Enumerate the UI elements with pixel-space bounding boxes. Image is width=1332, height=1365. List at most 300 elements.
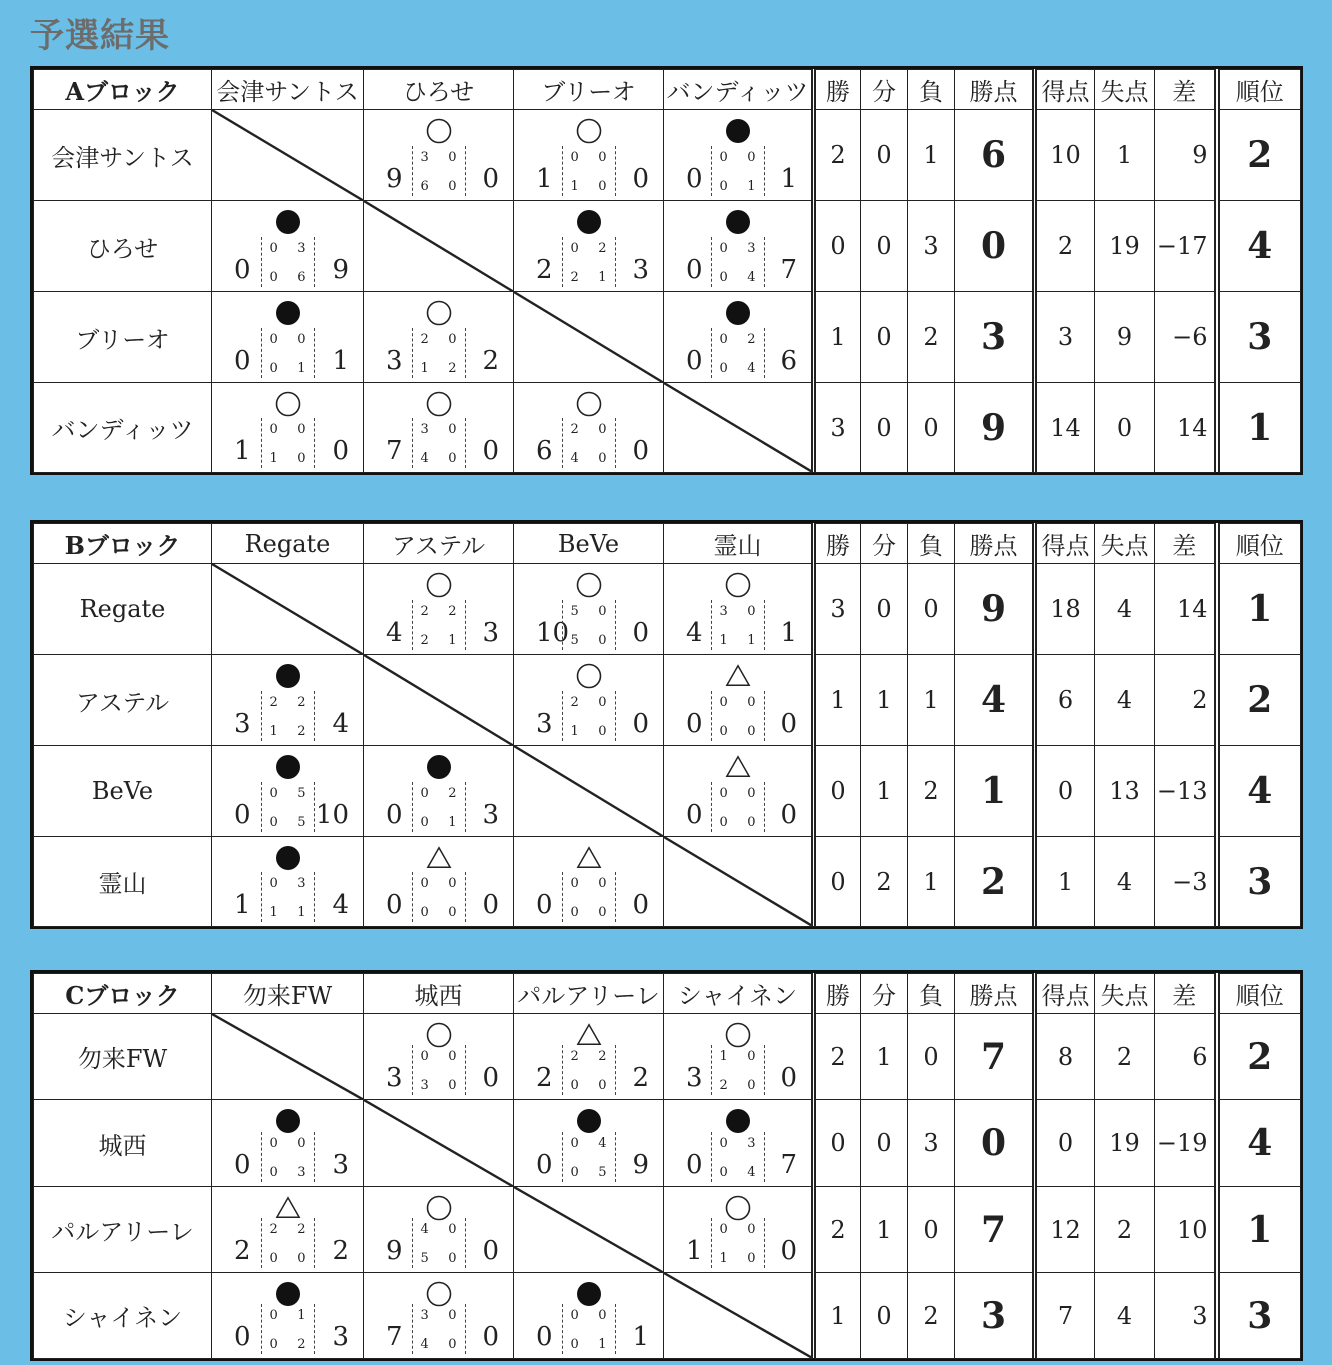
table-row bbox=[34, 1100, 1301, 1187]
first-half-right: 1 bbox=[297, 1308, 306, 1323]
draw-triangle-icon bbox=[725, 754, 751, 780]
table-row bbox=[34, 655, 1301, 746]
stat-draws: 1 bbox=[861, 746, 908, 837]
diagonal-line bbox=[514, 1187, 664, 1273]
stat-header-rank: 順位 bbox=[1217, 524, 1301, 564]
first-half-left: 0 bbox=[269, 876, 278, 891]
stat-goals-for: 8 bbox=[1035, 1014, 1095, 1100]
second-half-left: 0 bbox=[570, 905, 579, 920]
match-result-cell bbox=[514, 655, 664, 746]
stat-goals-for: 12 bbox=[1035, 1187, 1095, 1273]
stat-header-losses: 負 bbox=[908, 524, 955, 564]
first-half-left: 3 bbox=[719, 604, 728, 619]
first-half-right: 4 bbox=[598, 1136, 607, 1151]
second-half-right: 4 bbox=[747, 361, 756, 376]
stat-goal-diff: 9 bbox=[1155, 110, 1217, 201]
second-half-left: 0 bbox=[719, 179, 728, 194]
first-half-left: 0 bbox=[269, 1136, 278, 1151]
stat-goals-for: 14 bbox=[1035, 383, 1095, 473]
first-half-right: 0 bbox=[598, 150, 607, 165]
first-half-left: 3 bbox=[420, 422, 429, 437]
first-half-right: 2 bbox=[448, 604, 457, 619]
first-half-left: 1 bbox=[719, 1049, 728, 1064]
second-half-right: 1 bbox=[598, 270, 607, 285]
stat-rank: 1 bbox=[1217, 383, 1301, 473]
stat-draws: 0 bbox=[861, 564, 908, 655]
stat-losses: 3 bbox=[908, 1100, 955, 1187]
half-scores bbox=[261, 328, 315, 378]
second-half-right: 5 bbox=[598, 1165, 607, 1180]
half-scores bbox=[562, 237, 616, 287]
score-right: 0 bbox=[482, 1322, 499, 1352]
stat-header-goals-against: 失点 bbox=[1095, 974, 1155, 1014]
stat-wins: 2 bbox=[814, 1014, 861, 1100]
second-half-right: 4 bbox=[747, 1165, 756, 1180]
second-half-left: 4 bbox=[420, 451, 429, 466]
stat-goal-diff: −3 bbox=[1155, 837, 1217, 927]
draw-triangle-icon bbox=[725, 663, 751, 689]
column-team-header: ブリーオ bbox=[514, 70, 664, 110]
second-half-left: 3 bbox=[420, 1078, 429, 1093]
stat-rank: 4 bbox=[1217, 1100, 1301, 1187]
table-row bbox=[34, 564, 1301, 655]
second-half-right: 6 bbox=[297, 270, 306, 285]
second-half-left: 0 bbox=[570, 1165, 579, 1180]
stat-losses: 3 bbox=[908, 201, 955, 292]
match-result-cell bbox=[664, 1187, 814, 1273]
column-team-header: 霊山 bbox=[664, 524, 814, 564]
first-half-right: 0 bbox=[598, 604, 607, 619]
first-half-right: 0 bbox=[598, 1308, 607, 1323]
match-result-cell bbox=[212, 655, 364, 746]
match-result-cell bbox=[664, 655, 814, 746]
score-right: 0 bbox=[780, 1063, 797, 1093]
first-half-left: 0 bbox=[719, 1222, 728, 1237]
column-team-header: ひろせ bbox=[364, 70, 514, 110]
loss-dot-icon bbox=[275, 845, 301, 871]
stat-draws: 0 bbox=[861, 292, 908, 383]
stat-wins: 1 bbox=[814, 1273, 861, 1359]
stat-points: 7 bbox=[955, 1187, 1035, 1273]
loss-dot-icon bbox=[275, 300, 301, 326]
stat-goal-diff: −6 bbox=[1155, 292, 1217, 383]
score-right: 0 bbox=[482, 890, 499, 920]
first-half-left: 0 bbox=[570, 1136, 579, 1151]
diagonal-self-cell bbox=[664, 383, 814, 473]
score-left: 0 bbox=[234, 800, 251, 830]
score-left: 3 bbox=[234, 709, 251, 739]
row-team-name: 城西 bbox=[34, 1100, 212, 1187]
score-left: 7 bbox=[386, 1322, 403, 1352]
match-result-cell bbox=[364, 1187, 514, 1273]
stat-rank: 1 bbox=[1217, 1187, 1301, 1273]
second-half-left: 2 bbox=[420, 633, 429, 648]
second-half-right: 1 bbox=[598, 1337, 607, 1352]
second-half-right: 1 bbox=[448, 633, 457, 648]
win-circle-icon bbox=[576, 391, 602, 417]
stat-wins: 3 bbox=[814, 383, 861, 473]
score-left: 1 bbox=[536, 164, 553, 194]
table-row bbox=[34, 110, 1301, 201]
stat-draws: 1 bbox=[861, 1014, 908, 1100]
first-half-left: 2 bbox=[570, 422, 579, 437]
match-result-cell bbox=[514, 110, 664, 201]
table-row bbox=[34, 292, 1301, 383]
row-team-name: Regate bbox=[34, 564, 212, 655]
table-row bbox=[34, 201, 1301, 292]
win-circle-icon bbox=[576, 663, 602, 689]
first-half-left: 0 bbox=[719, 241, 728, 256]
stat-header-goal-diff: 差 bbox=[1155, 70, 1217, 110]
stat-losses: 1 bbox=[908, 837, 955, 927]
second-half-left: 2 bbox=[719, 1078, 728, 1093]
half-scores bbox=[562, 872, 616, 922]
second-half-left: 1 bbox=[719, 1251, 728, 1266]
score-right: 3 bbox=[632, 255, 649, 285]
stat-header-goals-against: 失点 bbox=[1095, 70, 1155, 110]
match-result-cell bbox=[514, 383, 664, 473]
score-right: 1 bbox=[780, 164, 797, 194]
loss-dot-icon bbox=[725, 209, 751, 235]
score-left: 0 bbox=[536, 1322, 553, 1352]
half-scores bbox=[562, 146, 616, 196]
diagonal-self-cell bbox=[212, 110, 364, 201]
score-right: 4 bbox=[332, 890, 349, 920]
score-right: 0 bbox=[780, 800, 797, 830]
second-half-left: 0 bbox=[719, 815, 728, 830]
first-half-right: 0 bbox=[598, 876, 607, 891]
first-half-left: 3 bbox=[420, 1308, 429, 1323]
second-half-right: 0 bbox=[448, 1251, 457, 1266]
first-half-left: 0 bbox=[570, 241, 579, 256]
stat-wins: 2 bbox=[814, 110, 861, 201]
win-circle-icon bbox=[426, 300, 452, 326]
score-right: 4 bbox=[332, 709, 349, 739]
half-scores bbox=[412, 1304, 466, 1354]
score-right: 0 bbox=[632, 618, 649, 648]
score-left: 0 bbox=[234, 1150, 251, 1180]
first-half-left: 0 bbox=[269, 1308, 278, 1323]
stat-losses: 2 bbox=[908, 1273, 955, 1359]
stat-goals-against: 4 bbox=[1095, 1273, 1155, 1359]
match-result-cell bbox=[364, 564, 514, 655]
stat-goals-for: 6 bbox=[1035, 655, 1095, 746]
second-half-right: 2 bbox=[297, 724, 306, 739]
second-half-right: 1 bbox=[297, 361, 306, 376]
first-half-right: 3 bbox=[297, 876, 306, 891]
table-row bbox=[34, 837, 1301, 927]
diagonal-line bbox=[664, 1273, 814, 1359]
match-result-cell bbox=[212, 201, 364, 292]
stat-points: 9 bbox=[955, 564, 1035, 655]
stat-points: 7 bbox=[955, 1014, 1035, 1100]
second-half-left: 1 bbox=[570, 724, 579, 739]
second-half-right: 3 bbox=[297, 1165, 306, 1180]
score-right: 0 bbox=[632, 890, 649, 920]
diagonal-self-cell bbox=[364, 201, 514, 292]
match-result-cell bbox=[514, 1014, 664, 1100]
second-half-right: 0 bbox=[448, 905, 457, 920]
stat-rank: 1 bbox=[1217, 564, 1301, 655]
match-result-cell bbox=[364, 1014, 514, 1100]
stat-losses: 2 bbox=[908, 292, 955, 383]
match-result-cell bbox=[664, 201, 814, 292]
second-half-right: 0 bbox=[448, 451, 457, 466]
first-half-left: 2 bbox=[269, 695, 278, 710]
score-right: 7 bbox=[780, 1150, 797, 1180]
diagonal-self-cell bbox=[514, 292, 664, 383]
first-half-left: 0 bbox=[269, 332, 278, 347]
second-half-left: 1 bbox=[269, 451, 278, 466]
first-half-left: 0 bbox=[719, 695, 728, 710]
stat-header-rank: 順位 bbox=[1217, 70, 1301, 110]
first-half-right: 0 bbox=[747, 604, 756, 619]
stat-rank: 2 bbox=[1217, 655, 1301, 746]
second-half-left: 1 bbox=[719, 633, 728, 648]
win-circle-icon bbox=[576, 572, 602, 598]
row-team-name: 霊山 bbox=[34, 837, 212, 927]
stat-points: 2 bbox=[955, 837, 1035, 927]
stat-goals-against: 4 bbox=[1095, 837, 1155, 927]
match-result-cell bbox=[364, 383, 514, 473]
second-half-right: 5 bbox=[297, 815, 306, 830]
score-right: 0 bbox=[632, 709, 649, 739]
stat-goal-diff: −13 bbox=[1155, 746, 1217, 837]
stat-losses: 1 bbox=[908, 110, 955, 201]
stat-points: 4 bbox=[955, 655, 1035, 746]
first-half-left: 0 bbox=[269, 422, 278, 437]
score-left: 0 bbox=[686, 164, 703, 194]
match-result-cell bbox=[364, 837, 514, 927]
first-half-right: 0 bbox=[747, 1222, 756, 1237]
stat-header-losses: 負 bbox=[908, 974, 955, 1014]
stat-goals-for: 10 bbox=[1035, 110, 1095, 201]
half-scores bbox=[711, 1132, 765, 1182]
second-half-left: 0 bbox=[719, 1165, 728, 1180]
stat-header-draws: 分 bbox=[861, 974, 908, 1014]
stat-goals-against: 13 bbox=[1095, 746, 1155, 837]
score-right: 9 bbox=[332, 255, 349, 285]
match-result-cell bbox=[212, 746, 364, 837]
score-right: 0 bbox=[332, 436, 349, 466]
stat-header-goals-for: 得点 bbox=[1035, 974, 1095, 1014]
match-result-cell bbox=[664, 1014, 814, 1100]
half-scores bbox=[711, 328, 765, 378]
score-right: 3 bbox=[482, 800, 499, 830]
second-half-left: 0 bbox=[420, 905, 429, 920]
stat-goals-against: 0 bbox=[1095, 383, 1155, 473]
stat-header-points: 勝点 bbox=[955, 524, 1035, 564]
first-half-left: 0 bbox=[719, 332, 728, 347]
stat-goals-against: 2 bbox=[1095, 1187, 1155, 1273]
score-right: 2 bbox=[482, 346, 499, 376]
score-right: 9 bbox=[632, 1150, 649, 1180]
first-half-right: 2 bbox=[297, 695, 306, 710]
diagonal-self-cell bbox=[664, 1273, 814, 1359]
match-result-cell bbox=[664, 564, 814, 655]
diagonal-line bbox=[514, 746, 664, 837]
score-right: 10 bbox=[315, 800, 349, 830]
second-half-left: 0 bbox=[269, 1251, 278, 1266]
score-right: 3 bbox=[332, 1150, 349, 1180]
column-team-header: シャイネン bbox=[664, 974, 814, 1014]
half-scores bbox=[261, 418, 315, 468]
stat-points: 0 bbox=[955, 1100, 1035, 1187]
score-left: 0 bbox=[386, 800, 403, 830]
row-team-name: 勿来FW bbox=[34, 1014, 212, 1100]
first-half-left: 0 bbox=[269, 241, 278, 256]
stat-points: 3 bbox=[955, 292, 1035, 383]
loss-dot-icon bbox=[275, 663, 301, 689]
score-right: 0 bbox=[482, 436, 499, 466]
stat-rank: 4 bbox=[1217, 201, 1301, 292]
score-left: 0 bbox=[686, 255, 703, 285]
stat-goals-against: 4 bbox=[1095, 655, 1155, 746]
stat-points: 3 bbox=[955, 1273, 1035, 1359]
column-team-header: Regate bbox=[212, 524, 364, 564]
half-scores bbox=[412, 600, 466, 650]
match-result-cell bbox=[664, 746, 814, 837]
second-half-right: 0 bbox=[747, 815, 756, 830]
block-table bbox=[30, 520, 1303, 929]
stat-rank: 2 bbox=[1217, 1014, 1301, 1100]
stat-header-points: 勝点 bbox=[955, 70, 1035, 110]
half-scores bbox=[711, 600, 765, 650]
stat-goal-diff: 14 bbox=[1155, 564, 1217, 655]
half-scores bbox=[562, 691, 616, 741]
score-left: 3 bbox=[536, 709, 553, 739]
table-row bbox=[34, 1187, 1301, 1273]
match-result-cell bbox=[212, 1187, 364, 1273]
first-half-left: 0 bbox=[719, 1136, 728, 1151]
match-result-cell bbox=[514, 1100, 664, 1187]
first-half-right: 2 bbox=[448, 786, 457, 801]
column-team-header: アステル bbox=[364, 524, 514, 564]
stat-goals-for: 0 bbox=[1035, 746, 1095, 837]
row-team-name: ブリーオ bbox=[34, 292, 212, 383]
win-circle-icon bbox=[426, 118, 452, 144]
score-left: 0 bbox=[234, 255, 251, 285]
half-scores bbox=[711, 691, 765, 741]
stat-goals-against: 1 bbox=[1095, 110, 1155, 201]
diagonal-line bbox=[212, 110, 364, 201]
stat-goal-diff: 14 bbox=[1155, 383, 1217, 473]
stat-rank: 3 bbox=[1217, 837, 1301, 927]
stat-header-goal-diff: 差 bbox=[1155, 974, 1217, 1014]
first-half-left: 2 bbox=[570, 695, 579, 710]
stat-wins: 2 bbox=[814, 1187, 861, 1273]
match-result-cell bbox=[664, 110, 814, 201]
diagonal-self-cell bbox=[364, 1100, 514, 1187]
first-half-left: 0 bbox=[269, 786, 278, 801]
win-circle-icon bbox=[426, 572, 452, 598]
stat-points: 6 bbox=[955, 110, 1035, 201]
score-right: 3 bbox=[482, 618, 499, 648]
column-team-header: パルアリーレ bbox=[514, 974, 664, 1014]
column-team-header: BeVe bbox=[514, 524, 664, 564]
stat-points: 1 bbox=[955, 746, 1035, 837]
second-half-right: 0 bbox=[448, 179, 457, 194]
match-result-cell bbox=[514, 564, 664, 655]
stat-losses: 0 bbox=[908, 564, 955, 655]
second-half-left: 5 bbox=[420, 1251, 429, 1266]
first-half-left: 0 bbox=[420, 876, 429, 891]
half-scores bbox=[711, 146, 765, 196]
first-half-right: 0 bbox=[448, 1308, 457, 1323]
stat-wins: 0 bbox=[814, 837, 861, 927]
score-right: 0 bbox=[632, 164, 649, 194]
first-half-right: 2 bbox=[297, 1222, 306, 1237]
loss-dot-icon bbox=[576, 1108, 602, 1134]
second-half-right: 2 bbox=[448, 361, 457, 376]
score-right: 0 bbox=[780, 709, 797, 739]
second-half-left: 0 bbox=[269, 1337, 278, 1352]
score-left: 9 bbox=[386, 164, 403, 194]
stat-goal-diff: 10 bbox=[1155, 1187, 1217, 1273]
stat-rank: 4 bbox=[1217, 746, 1301, 837]
match-result-cell bbox=[212, 292, 364, 383]
stat-losses: 1 bbox=[908, 655, 955, 746]
half-scores bbox=[261, 872, 315, 922]
diagonal-line bbox=[364, 201, 514, 292]
stat-goals-against: 19 bbox=[1095, 1100, 1155, 1187]
second-half-right: 1 bbox=[297, 905, 306, 920]
win-circle-icon bbox=[275, 391, 301, 417]
score-left: 1 bbox=[234, 436, 251, 466]
first-half-left: 3 bbox=[420, 150, 429, 165]
win-circle-icon bbox=[426, 391, 452, 417]
half-scores bbox=[711, 782, 765, 832]
row-team-name: アステル bbox=[34, 655, 212, 746]
second-half-left: 0 bbox=[719, 724, 728, 739]
match-result-cell bbox=[212, 383, 364, 473]
score-right: 3 bbox=[332, 1322, 349, 1352]
block-label: Cブロック bbox=[34, 974, 212, 1014]
second-half-right: 0 bbox=[448, 1078, 457, 1093]
score-left: 9 bbox=[386, 1236, 403, 1266]
stat-draws: 1 bbox=[861, 655, 908, 746]
block-label: Aブロック bbox=[34, 70, 212, 110]
stat-header-rank: 順位 bbox=[1217, 974, 1301, 1014]
stat-header-draws: 分 bbox=[861, 70, 908, 110]
block-table bbox=[30, 970, 1303, 1361]
first-half-left: 0 bbox=[719, 150, 728, 165]
second-half-right: 2 bbox=[297, 1337, 306, 1352]
match-result-cell bbox=[664, 1100, 814, 1187]
stat-draws: 1 bbox=[861, 1187, 908, 1273]
second-half-left: 0 bbox=[570, 1337, 579, 1352]
first-half-right: 3 bbox=[747, 241, 756, 256]
second-half-left: 6 bbox=[420, 179, 429, 194]
first-half-right: 0 bbox=[747, 150, 756, 165]
first-half-right: 0 bbox=[448, 422, 457, 437]
first-half-left: 0 bbox=[420, 1049, 429, 1064]
win-circle-icon bbox=[725, 572, 751, 598]
stat-rank: 2 bbox=[1217, 110, 1301, 201]
half-scores bbox=[261, 1218, 315, 1268]
stat-points: 0 bbox=[955, 201, 1035, 292]
stat-wins: 3 bbox=[814, 564, 861, 655]
loss-dot-icon bbox=[725, 118, 751, 144]
first-half-right: 0 bbox=[598, 695, 607, 710]
loss-dot-icon bbox=[275, 1108, 301, 1134]
second-half-right: 0 bbox=[448, 1337, 457, 1352]
score-left: 2 bbox=[536, 1063, 553, 1093]
stat-header-goal-diff: 差 bbox=[1155, 524, 1217, 564]
row-team-name: シャイネン bbox=[34, 1273, 212, 1359]
stat-goals-for: 2 bbox=[1035, 201, 1095, 292]
stat-goals-against: 9 bbox=[1095, 292, 1155, 383]
